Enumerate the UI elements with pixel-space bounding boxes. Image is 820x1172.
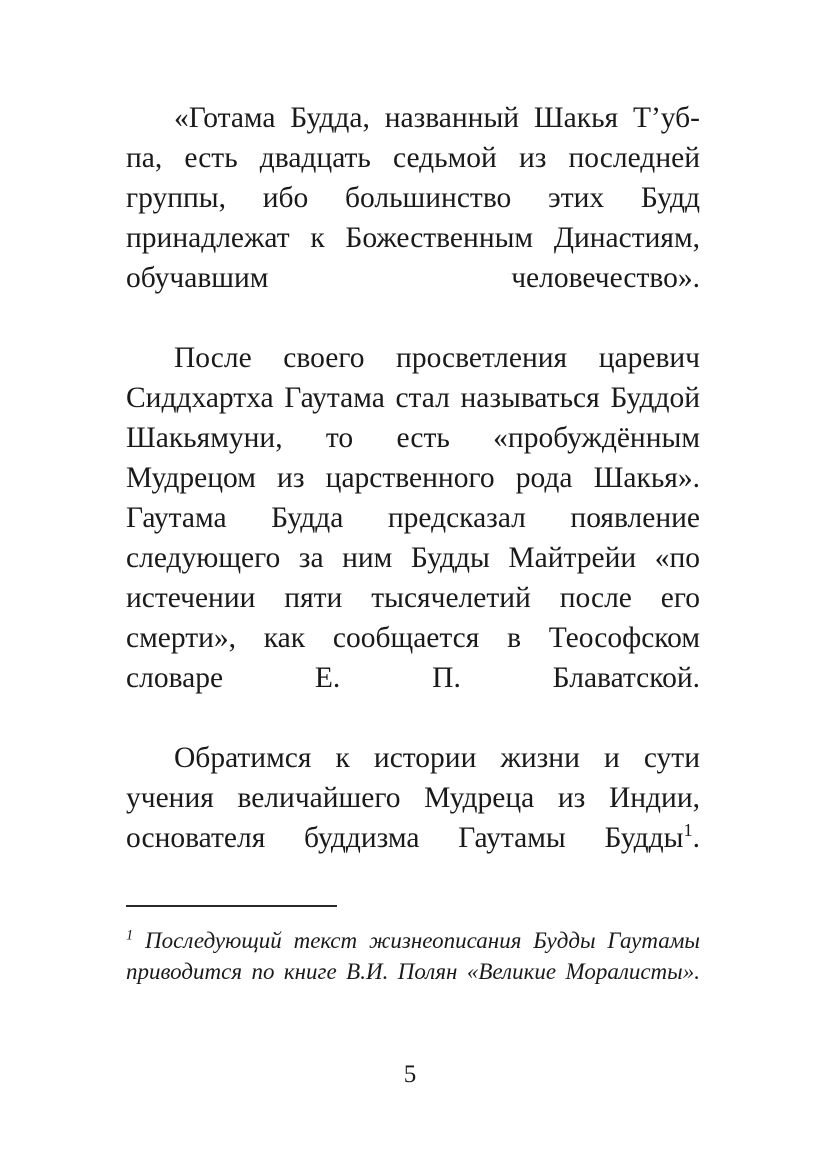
paragraph-quote-gotama-buddha: «Готама Будда, названный Шакья Т’уб-па, есть двадцать седьмой из последней группы, ибо большинство этих Будд принадлежат к Божественным Династиям, обучавшим человечество».: [126, 102, 700, 294]
paragraph-text-before-footnote-ref: Обратимся к истории жизни и сути учения величайшего Мудреца из Индии, основателя буддизма Гаутамы Будды: [126, 742, 700, 854]
footnote-area: [126, 905, 700, 1018]
paragraph-shakyamuni-maitreya: После своего просветления царевич Сиддхартха Гаутама стал называться Буддой Шакьямуни, то есть «пробуждённым Мудрецом из царственного рода Шакья». Гаутама Будда предсказал появление следующего за ним Будды Майтрейи «по истечении пяти тысячелетий после его смерти», как сообщается в Теософском словаре Е. П. Блаватской.: [126, 342, 700, 694]
footnote-separator-rule: [126, 905, 337, 907]
footnote-reference-marker[interactable]: 1: [683, 820, 693, 841]
footnote-entry: [126, 925, 700, 1018]
paragraph-text-after-footnote-ref: .: [692, 822, 700, 854]
body-text-column: [126, 98, 700, 898]
paragraph-turn-to-history: [126, 738, 700, 898]
footnote-text: Последующий текст жизнеописания Будды Гаутамы приводится по книге В.И. Полян «Великие Моралисты».: [126, 928, 700, 984]
footnote-number-marker: 1: [126, 927, 134, 944]
page-number: 5: [403, 1061, 417, 1088]
